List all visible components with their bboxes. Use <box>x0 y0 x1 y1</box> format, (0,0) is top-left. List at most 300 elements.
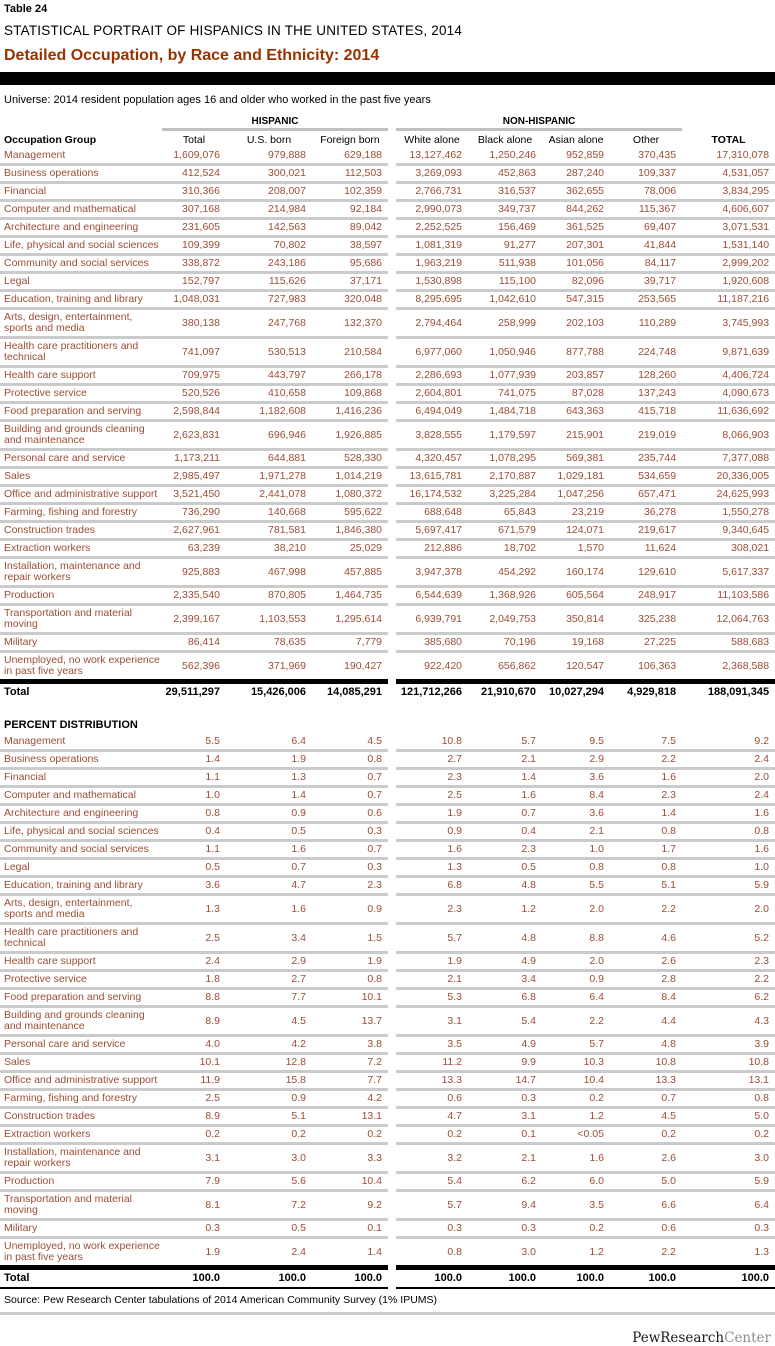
table-row <box>0 734 775 751</box>
count-cell: 41,844 <box>610 237 682 255</box>
count-cell: 1,926,885 <box>312 421 388 450</box>
occupation-label: Health care practitioners and technical <box>0 924 162 953</box>
count-cell: 11,187,216 <box>682 291 775 309</box>
percent-cell: 2.0 <box>682 769 775 787</box>
count-cell: 160,174 <box>542 558 610 587</box>
count-cell: 212,886 <box>396 540 468 558</box>
occupation-label: Health care support <box>0 953 162 971</box>
percent-cell: 9.2 <box>682 734 775 751</box>
percent-cell: 5.3 <box>396 989 468 1007</box>
count-cell: 467,998 <box>226 558 312 587</box>
table-row <box>0 924 775 953</box>
count-cell: 7,779 <box>312 634 388 652</box>
occupation-label: Life, physical and social sciences <box>0 823 162 841</box>
count-cell: 2,286,693 <box>396 367 468 385</box>
percent-cell: 8.1 <box>162 1191 226 1220</box>
percent-cell: 1.9 <box>312 953 388 971</box>
percent-cell: 4.9 <box>468 953 542 971</box>
percent-cell: 0.3 <box>312 823 388 841</box>
table-row <box>0 183 775 201</box>
percent-cell: 1.2 <box>468 895 542 924</box>
column-gap <box>388 1144 396 1173</box>
column-gap <box>388 605 396 634</box>
percent-cell: 10.8 <box>610 1054 682 1072</box>
column-gap <box>388 1220 396 1238</box>
total-cell: 100.0 <box>162 1268 226 1289</box>
percent-cell: 10.4 <box>542 1072 610 1090</box>
count-cell: 5,697,417 <box>396 522 468 540</box>
percent-cell: 7.9 <box>162 1173 226 1191</box>
percent-cell: 2.2 <box>610 1238 682 1268</box>
percent-cell: 15.8 <box>226 1072 312 1090</box>
count-cell: 371,969 <box>226 652 312 682</box>
percent-cell: 0.8 <box>610 859 682 877</box>
column-gap <box>388 504 396 522</box>
table-row <box>0 1191 775 1220</box>
count-cell: 741,075 <box>468 385 542 403</box>
count-cell: 6,494,049 <box>396 403 468 421</box>
percent-cell: 7.7 <box>226 989 312 1007</box>
count-cell: 19,168 <box>542 634 610 652</box>
percent-cell: 2.4 <box>682 787 775 805</box>
occupation-label: Business operations <box>0 165 162 183</box>
count-cell: 137,243 <box>610 385 682 403</box>
count-cell: 952,859 <box>542 148 610 165</box>
percent-cell: 9.2 <box>312 1191 388 1220</box>
count-cell: 258,999 <box>468 309 542 338</box>
count-cell: 82,096 <box>542 273 610 291</box>
column-header-grand-total: TOTAL <box>711 134 746 146</box>
percent-cell: 3.2 <box>396 1144 468 1173</box>
occupation-label: Installation, maintenance and repair workers <box>0 1144 162 1173</box>
percent-cell: 1.6 <box>226 841 312 859</box>
percent-cell: 11.9 <box>162 1072 226 1090</box>
count-cell: 287,240 <box>542 165 610 183</box>
count-cell: 12,064,763 <box>682 605 775 634</box>
count-cell: 11,624 <box>610 540 682 558</box>
count-cell: 2,368,588 <box>682 652 775 682</box>
count-cell: 361,525 <box>542 219 610 237</box>
percent-cell: 3.1 <box>468 1108 542 1126</box>
occupation-label: Personal care and service <box>0 450 162 468</box>
percent-cell: 7.2 <box>312 1054 388 1072</box>
total-cell: 121,712,266 <box>396 682 468 702</box>
count-cell: 657,471 <box>610 486 682 504</box>
occupation-label: Production <box>0 1173 162 1191</box>
percent-cell: 8.4 <box>542 787 610 805</box>
percent-cell: 0.8 <box>396 1238 468 1268</box>
count-cell: 95,686 <box>312 255 388 273</box>
occupation-label: Office and administrative support <box>0 1072 162 1090</box>
count-cell: 4,090,673 <box>682 385 775 403</box>
table-row <box>0 1126 775 1144</box>
count-cell: 410,658 <box>226 385 312 403</box>
percent-cell: 10.4 <box>312 1173 388 1191</box>
table-row <box>0 859 775 877</box>
percent-cell: 2.5 <box>162 924 226 953</box>
count-cell: 338,872 <box>162 255 226 273</box>
percent-cell: 0.3 <box>468 1220 542 1238</box>
table-row <box>0 291 775 309</box>
percent-cell: 5.2 <box>682 924 775 953</box>
column-gap <box>388 291 396 309</box>
count-cell: 248,917 <box>610 587 682 605</box>
count-cell: 2,999,202 <box>682 255 775 273</box>
percent-cell: 0.2 <box>542 1090 610 1108</box>
percent-cell: 2.3 <box>396 769 468 787</box>
column-gap <box>388 751 396 769</box>
count-cell: 1,179,597 <box>468 421 542 450</box>
count-cell: 65,843 <box>468 504 542 522</box>
percent-cell: 1.2 <box>542 1108 610 1126</box>
table-row <box>0 971 775 989</box>
column-gap <box>388 219 396 237</box>
table-row <box>0 540 775 558</box>
counts-table-body <box>0 148 775 701</box>
percent-cell: 0.1 <box>468 1126 542 1144</box>
count-cell: 2,985,497 <box>162 468 226 486</box>
count-cell: 152,797 <box>162 273 226 291</box>
count-cell: 4,320,457 <box>396 450 468 468</box>
percent-cell: 2.0 <box>542 895 610 924</box>
table-row <box>0 522 775 540</box>
column-gap <box>388 859 396 877</box>
column-header-foreign-born: Foreign born <box>320 134 380 146</box>
count-cell: 115,367 <box>610 201 682 219</box>
percent-cell: 0.2 <box>396 1126 468 1144</box>
count-cell: 307,168 <box>162 201 226 219</box>
column-gap <box>388 450 396 468</box>
percent-cell: 3.0 <box>468 1238 542 1268</box>
counts-table <box>0 116 775 701</box>
table-row <box>0 201 775 219</box>
occupation-label: Unemployed, no work experience in past five years <box>0 1238 162 1268</box>
percent-cell: 2.4 <box>226 1238 312 1268</box>
count-cell: 362,655 <box>542 183 610 201</box>
group-header-row <box>0 116 775 130</box>
count-cell: 3,947,378 <box>396 558 468 587</box>
percent-cell: 2.2 <box>610 895 682 924</box>
count-cell: 736,290 <box>162 504 226 522</box>
occupation-label: Arts, design, entertainment, sports and media <box>0 309 162 338</box>
percent-cell: 1.3 <box>162 895 226 924</box>
column-gap <box>388 1054 396 1072</box>
column-gap <box>388 652 396 682</box>
count-cell: 727,983 <box>226 291 312 309</box>
percent-cell: 0.2 <box>226 1126 312 1144</box>
percent-cell: 1.0 <box>162 787 226 805</box>
percent-cell: 1.7 <box>610 841 682 859</box>
count-cell: 37,171 <box>312 273 388 291</box>
percent-cell: 7.5 <box>610 734 682 751</box>
count-cell: 23,219 <box>542 504 610 522</box>
occupation-label: Farming, fishing and forestry <box>0 504 162 522</box>
count-cell: 203,857 <box>542 367 610 385</box>
percent-cell: 2.1 <box>468 751 542 769</box>
percent-cell: 6.4 <box>682 1191 775 1220</box>
percent-cell: 0.3 <box>396 1220 468 1238</box>
count-cell: 17,310,078 <box>682 148 775 165</box>
count-cell: 9,871,639 <box>682 338 775 367</box>
table-row <box>0 805 775 823</box>
count-cell: 2,252,525 <box>396 219 468 237</box>
percent-cell: 6.4 <box>542 989 610 1007</box>
column-gap <box>388 237 396 255</box>
table-row <box>0 338 775 367</box>
percent-cell: 3.5 <box>396 1036 468 1054</box>
table-row <box>0 989 775 1007</box>
count-cell: 1,530,898 <box>396 273 468 291</box>
percent-cell: 4.9 <box>468 1036 542 1054</box>
total-cell: 4,929,818 <box>610 682 682 702</box>
count-cell: 38,210 <box>226 540 312 558</box>
percent-cell: 1.6 <box>396 841 468 859</box>
percent-cell: 0.7 <box>610 1090 682 1108</box>
count-cell: 219,019 <box>610 421 682 450</box>
column-gap <box>388 130 396 149</box>
count-cell: 325,238 <box>610 605 682 634</box>
percent-cell: 5.6 <box>226 1173 312 1191</box>
percent-cell: 0.2 <box>162 1126 226 1144</box>
percent-cell: 0.4 <box>162 823 226 841</box>
count-cell: 844,262 <box>542 201 610 219</box>
count-cell: 247,768 <box>226 309 312 338</box>
percent-cell: 1.3 <box>226 769 312 787</box>
count-cell: 1,047,256 <box>542 486 610 504</box>
percent-cell: 5.7 <box>542 1036 610 1054</box>
percent-cell: 0.2 <box>312 1126 388 1144</box>
table-row <box>0 385 775 403</box>
table-row <box>0 1072 775 1090</box>
count-cell: 2,604,801 <box>396 385 468 403</box>
column-gap <box>388 682 396 702</box>
title-divider-bar <box>0 72 775 85</box>
table-row <box>0 165 775 183</box>
count-cell: 202,103 <box>542 309 610 338</box>
count-cell: 310,366 <box>162 183 226 201</box>
percent-cell: 1.9 <box>162 1238 226 1268</box>
column-gap <box>388 273 396 291</box>
total-cell: 100.0 <box>396 1268 468 1289</box>
percent-cell: 0.8 <box>682 823 775 841</box>
percent-table <box>0 734 775 1289</box>
occupation-label: Military <box>0 634 162 652</box>
column-gap <box>388 1108 396 1126</box>
count-cell: 89,042 <box>312 219 388 237</box>
count-cell: 36,278 <box>610 504 682 522</box>
table-row <box>0 1108 775 1126</box>
table-row <box>0 787 775 805</box>
column-gap <box>388 634 396 652</box>
count-cell: 69,407 <box>610 219 682 237</box>
count-cell: 11,636,692 <box>682 403 775 421</box>
percent-cell: 2.3 <box>468 841 542 859</box>
percent-cell: 1.6 <box>682 841 775 859</box>
total-cell: 100.0 <box>610 1268 682 1289</box>
percent-cell: 5.1 <box>610 877 682 895</box>
percent-cell: 1.4 <box>312 1238 388 1268</box>
column-gap <box>388 255 396 273</box>
column-gap <box>388 403 396 421</box>
count-cell: 6,544,639 <box>396 587 468 605</box>
page-title: Detailed Occupation, by Race and Ethnicity: 2014 <box>4 47 380 64</box>
table-row <box>0 1036 775 1054</box>
percent-cell: 0.8 <box>162 805 226 823</box>
count-cell: 2,598,844 <box>162 403 226 421</box>
count-cell: 4,406,724 <box>682 367 775 385</box>
count-cell: 91,277 <box>468 237 542 255</box>
count-cell: 595,622 <box>312 504 388 522</box>
occupation-label: Building and grounds cleaning and maintenance <box>0 1007 162 1036</box>
count-cell: 781,581 <box>226 522 312 540</box>
count-cell: 1,048,031 <box>162 291 226 309</box>
percent-cell: 0.7 <box>312 769 388 787</box>
count-cell: 2,399,167 <box>162 605 226 634</box>
count-cell: 870,805 <box>226 587 312 605</box>
count-cell: 349,737 <box>468 201 542 219</box>
column-gap <box>388 769 396 787</box>
universe-note: Universe: 2014 resident population ages 16 and older who worked in the past five years <box>4 94 431 106</box>
percent-cell: 13.3 <box>396 1072 468 1090</box>
total-row <box>0 682 775 702</box>
total-cell: 10,027,294 <box>542 682 610 702</box>
table-row <box>0 751 775 769</box>
percent-cell: 0.5 <box>468 859 542 877</box>
count-cell: 8,066,903 <box>682 421 775 450</box>
count-cell: 215,901 <box>542 421 610 450</box>
percent-cell: 1.4 <box>226 787 312 805</box>
column-gap <box>388 338 396 367</box>
table-row <box>0 1173 775 1191</box>
percent-cell: 4.5 <box>312 734 388 751</box>
total-cell: 29,511,297 <box>162 682 226 702</box>
count-cell: 1,080,372 <box>312 486 388 504</box>
table-row <box>0 1007 775 1036</box>
occupation-label: Architecture and engineering <box>0 219 162 237</box>
percent-cell: 2.3 <box>610 787 682 805</box>
percent-cell: 2.3 <box>312 877 388 895</box>
count-cell: 3,834,295 <box>682 183 775 201</box>
total-cell: 100.0 <box>312 1268 388 1289</box>
percent-cell: 0.9 <box>312 895 388 924</box>
percent-cell: 0.3 <box>312 859 388 877</box>
percent-cell: 9.4 <box>468 1191 542 1220</box>
count-cell: 87,028 <box>542 385 610 403</box>
percent-cell: 1.9 <box>226 751 312 769</box>
count-cell: 3,071,531 <box>682 219 775 237</box>
count-cell: 3,828,555 <box>396 421 468 450</box>
percent-cell: 1.0 <box>682 859 775 877</box>
count-cell: 190,427 <box>312 652 388 682</box>
total-cell: 188,091,345 <box>682 682 775 702</box>
count-cell: 156,469 <box>468 219 542 237</box>
percent-cell: 0.9 <box>542 971 610 989</box>
percent-cell: 4.8 <box>610 1036 682 1054</box>
percent-cell: 1.0 <box>542 841 610 859</box>
percent-cell: 4.4 <box>610 1007 682 1036</box>
count-cell: 877,788 <box>542 338 610 367</box>
percent-cell: 2.1 <box>396 971 468 989</box>
occupation-label: Unemployed, no work experience in past five years <box>0 652 162 682</box>
column-gap <box>388 165 396 183</box>
count-cell: 63,239 <box>162 540 226 558</box>
percent-cell: 11.2 <box>396 1054 468 1072</box>
count-cell: 979,888 <box>226 148 312 165</box>
percent-cell: <0.05 <box>542 1126 610 1144</box>
percent-cell: 5.9 <box>682 877 775 895</box>
occupation-label: Management <box>0 148 162 165</box>
count-cell: 92,184 <box>312 201 388 219</box>
percent-cell: 0.8 <box>542 859 610 877</box>
count-cell: 1,029,181 <box>542 468 610 486</box>
count-cell: 688,648 <box>396 504 468 522</box>
count-cell: 243,186 <box>226 255 312 273</box>
column-gap <box>388 587 396 605</box>
percent-cell: 0.3 <box>162 1220 226 1238</box>
percent-cell: 10.1 <box>312 989 388 1007</box>
percent-cell: 1.9 <box>396 805 468 823</box>
column-gap <box>388 1090 396 1108</box>
percent-cell: 6.8 <box>396 877 468 895</box>
count-cell: 70,802 <box>226 237 312 255</box>
column-gap <box>388 421 396 450</box>
column-gap <box>388 201 396 219</box>
percent-cell: 5.0 <box>682 1108 775 1126</box>
occupation-label: Legal <box>0 859 162 877</box>
occupation-label: Community and social services <box>0 255 162 273</box>
percent-cell: 0.4 <box>468 823 542 841</box>
occupation-label: Extraction workers <box>0 1126 162 1144</box>
column-header-asian-alone: Asian alone <box>548 134 604 146</box>
column-gap <box>388 522 396 540</box>
percent-cell: 2.7 <box>226 971 312 989</box>
table-row <box>0 634 775 652</box>
occupation-label: Community and social services <box>0 841 162 859</box>
count-cell: 207,301 <box>542 237 610 255</box>
count-cell: 1,963,219 <box>396 255 468 273</box>
percent-cell: 0.8 <box>610 823 682 841</box>
percent-cell: 1.4 <box>610 805 682 823</box>
percent-cell: 6.4 <box>226 734 312 751</box>
percent-cell: 1.3 <box>682 1238 775 1268</box>
percent-table-body <box>0 734 775 1288</box>
percent-cell: 1.6 <box>468 787 542 805</box>
row-header-label: Occupation Group <box>4 134 97 146</box>
count-cell: 11,103,586 <box>682 587 775 605</box>
count-cell: 443,797 <box>226 367 312 385</box>
count-cell: 9,340,645 <box>682 522 775 540</box>
count-cell: 132,370 <box>312 309 388 338</box>
occupation-label: Total <box>0 1268 162 1289</box>
percent-cell: 2.3 <box>396 895 468 924</box>
occupation-label: Health care support <box>0 367 162 385</box>
count-cell: 569,381 <box>542 450 610 468</box>
table-row <box>0 504 775 522</box>
percent-cell: 13.3 <box>610 1072 682 1090</box>
percent-cell: 1.8 <box>162 971 226 989</box>
percent-cell: 0.5 <box>226 823 312 841</box>
percent-cell: 0.9 <box>396 823 468 841</box>
percent-cell: 3.4 <box>468 971 542 989</box>
count-cell: 210,584 <box>312 338 388 367</box>
percent-cell: 2.0 <box>682 895 775 924</box>
table-row <box>0 1090 775 1108</box>
percent-cell: 0.2 <box>542 1220 610 1238</box>
count-cell: 457,885 <box>312 558 388 587</box>
count-cell: 1,920,608 <box>682 273 775 291</box>
count-cell: 350,814 <box>542 605 610 634</box>
table-row <box>0 403 775 421</box>
